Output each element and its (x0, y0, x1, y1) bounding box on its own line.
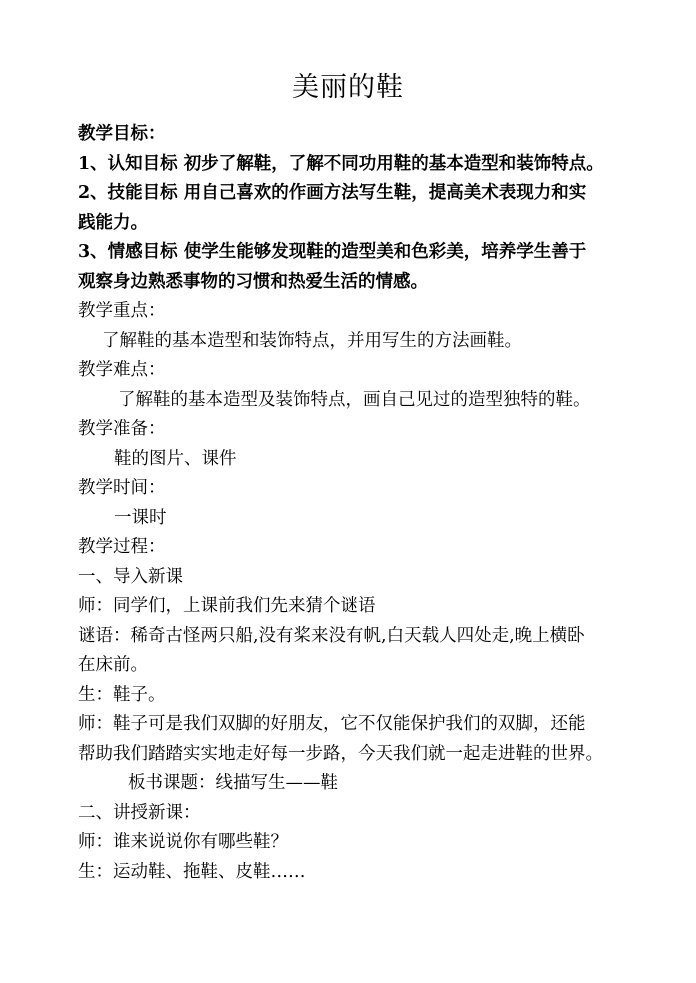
dialogue-line-continued: 帮助我们踏踏实实地走好每一步路，今天我们就一起走进鞋的世界。 (78, 743, 603, 764)
dialogue-line: 师：谁来说说你有哪些鞋？ (78, 832, 288, 852)
dialogue-line: 师：鞋子可是我们双脚的好朋友，它不仅能保护我们的双脚，还能 (78, 714, 586, 734)
difficulties-text: 了解鞋的基本造型及装饰特点，画自己见过的造型独特的鞋。 (118, 389, 591, 410)
objective-cognitive: 1、认知目标 初步了解鞋，了解不同功用鞋的基本造型和装饰特点。 (78, 153, 604, 174)
section-heading-key-points: 教学重点： (78, 301, 166, 321)
dialogue-line: 生：运动鞋、拖鞋、皮鞋…… (78, 861, 306, 882)
objective-emotion: 3、情感目标 使学生能够发现鞋的造型美和色彩美，培养学生善于 (78, 242, 587, 262)
section-heading-time: 教学时间： (78, 478, 166, 498)
section-heading-preparation: 教学准备： (78, 419, 166, 439)
document-body (78, 120, 638, 887)
riddle-line: 谜语：稀奇古怪两只船,没有桨来没有帆,白天载人四处走,晚上横卧 (78, 625, 585, 646)
time-text: 一课时 (114, 507, 167, 528)
board-title-line: 板书课题：线描写生——鞋 (128, 773, 338, 793)
section-heading-difficulties: 教学难点： (78, 360, 166, 380)
dialogue-line: 生：鞋子。 (78, 684, 166, 705)
section-heading-objectives: 教学目标： (78, 124, 166, 144)
preparation-text: 鞋的图片、课件 (114, 448, 237, 469)
document-title: 美丽的鞋 (292, 72, 404, 103)
objective-skill-continued: 践能力。 (78, 212, 148, 233)
objective-emotion-continued: 观察身边熟悉事物的习惯和热爱生活的情感。 (78, 271, 428, 292)
key-points-text: 了解鞋的基本造型和装饰特点，并用写生的方法画鞋。 (102, 330, 522, 351)
process-step-new-lesson: 二、讲授新课： (78, 802, 201, 823)
process-step-introduction: 一、导入新课 (78, 566, 183, 587)
riddle-line-continued: 在床前。 (78, 655, 148, 675)
objective-skill: 2、技能目标 用自己喜欢的作画方法写生鞋，提高美术表现力和实 (78, 183, 587, 203)
section-heading-process: 教学过程： (78, 537, 166, 557)
dialogue-line: 师：同学们，上课前我们先来猜个谜语 (78, 596, 376, 616)
